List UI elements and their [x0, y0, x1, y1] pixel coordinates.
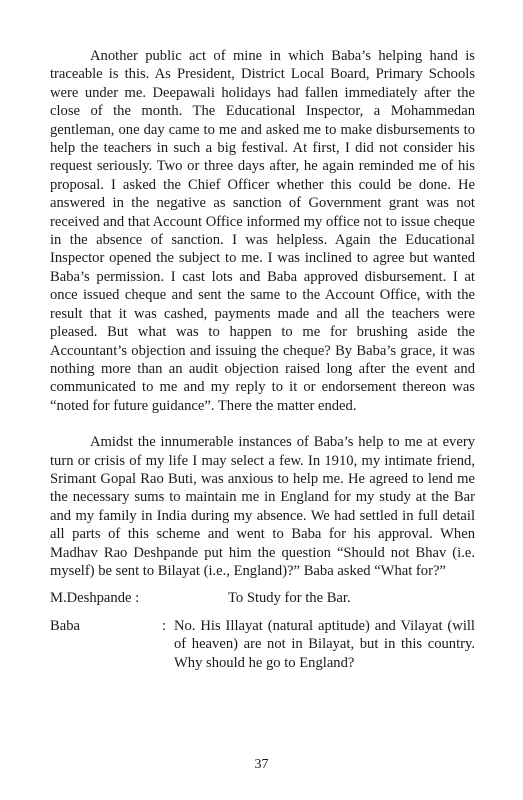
speaker-deshpande: M.Deshpande : — [50, 590, 140, 607]
dialogue — [50, 589, 475, 672]
speaker-baba-block — [50, 617, 174, 635]
speaker-baba-colon: : — [162, 617, 167, 634]
dialogue-line-baba — [50, 617, 475, 672]
page-number: 37 — [254, 757, 269, 772]
paragraph-1: Another public act of mine in which Baba’s helping hand is traceable is this. As President, District Local Board, Primary Schools were under me. Deepawali holidays had fallen immediately after the close of the month. The Educational Inspector, a Mohammedan gentleman, one day came to me and asked me to make disbursements to help the teachers in such a big festival. At first, I did not consider his request seriously. Two or three days after, he again reminded me of his proposal. I asked the Chief Officer whether this could be done. He answered in the negative as sanction of Government grant was not received and that Account Office informed my office not to issue cheque in the absence of sanction. I was helpless. Again the Educational Inspector opened the subject to me. I was inclined to agree but wanted Baba’s permission. I cast lots and Baba approved disbursement. I at once issued cheque and sent the same to the Account Office, with the result that it was cashed, payments made and all the teachers were pleased. But what was to happen to me for brushing aside the Accountant’s objection and issuing the cheque? By Baba’s grace, it was nothing more than an audit objection raised long after the event and communicated to me and my reply to it or endorsement thereon was “noted for future guidance”. There the matter ended. — [50, 48, 475, 414]
speech-deshpande: To Study for the Bar. — [228, 590, 351, 607]
speaker-baba: Baba — [50, 617, 80, 634]
paragraph-2: Amidst the innumerable instances of Baba’s help to me at every turn or crisis of my life I may select a few. In 1910, my intimate friend, Srimant Gopal Rao Buti, was anxious to help me. He agreed to lend me the necessary sums to maintain me in England for my study at the Bar and my family in India during my absence. We had settled in full detail all parts of this scheme and went to Baba for his approval. When Madhav Rao Deshpande put him the question “Should not Bhav (i.e. myself) be sent to Bilayat (i.e., England)?” Baba asked “What for?” — [50, 434, 475, 579]
speech-baba: No. His Illayat (natural aptitude) and Vilayat (will of heaven) are not in Bilayat, but in this country. Why should he go to England? — [174, 617, 475, 671]
dialogue-line-deshpande — [50, 589, 475, 607]
page-text — [50, 47, 475, 681]
